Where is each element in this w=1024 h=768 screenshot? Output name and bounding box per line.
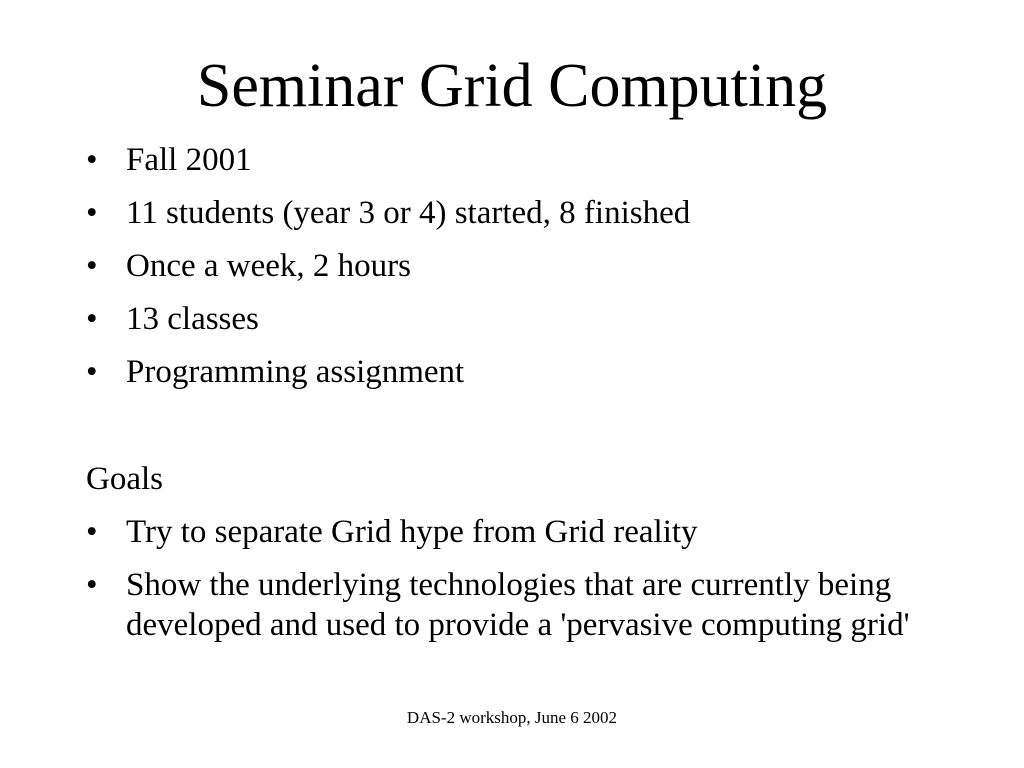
bullet-text: 13 classes — [126, 301, 259, 337]
bullet-marker: • — [86, 248, 98, 284]
goals-heading: Goals — [86, 461, 163, 497]
bullet-list — [86, 140, 946, 405]
slide-title: Seminar Grid Computing — [196, 52, 828, 120]
bullet-text: 11 students (year 3 or 4) started, 8 finished — [126, 195, 691, 231]
bullet-item — [86, 193, 946, 233]
bullet-text: Fall 2001 — [126, 142, 252, 178]
goal-item — [86, 565, 946, 645]
bullet-text: Once a week, 2 hours — [126, 248, 411, 284]
bullet-marker: • — [86, 567, 98, 603]
bullet-text: Programming assignment — [126, 354, 465, 390]
bullet-item — [86, 140, 946, 180]
bullet-marker: • — [86, 514, 98, 550]
goal-text: Show the underlying technologies that are currently being developed and used to provide a 'pervasive computing grid' — [126, 567, 910, 643]
goals-list — [86, 512, 946, 658]
bullet-marker: • — [86, 301, 98, 337]
bullet-item — [86, 352, 946, 392]
bullet-item — [86, 246, 946, 286]
bullet-marker: • — [86, 142, 98, 178]
bullet-marker: • — [86, 354, 98, 390]
goal-text: Try to separate Grid hype from Grid reality — [126, 514, 698, 550]
bullet-marker: • — [86, 195, 98, 231]
slide-footer: DAS-2 workshop, June 6 2002 — [406, 708, 618, 727]
bullet-item — [86, 299, 946, 339]
goal-item — [86, 512, 946, 552]
